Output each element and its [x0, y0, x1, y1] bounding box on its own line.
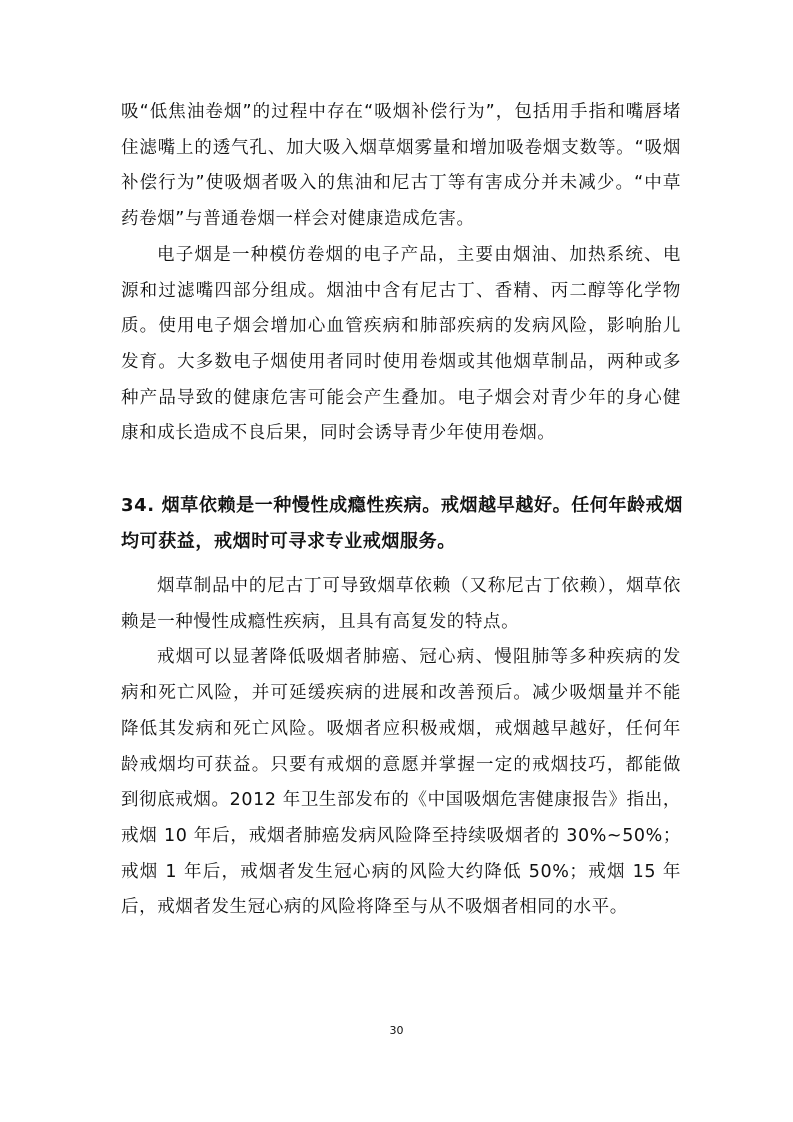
- body-section-2: [121, 569, 681, 926]
- heading-number: 34.: [121, 495, 155, 516]
- body-section-1: [121, 95, 681, 452]
- paragraph-e-cigarettes: 电子烟是一种模仿卷烟的电子产品，主要由烟油、加热系统、电源和过滤嘴四部分组成。烟油中含有尼古丁、香精、丙二醇等化学物质。使用电子烟会增加心血管疾病和肺部疾病的发病风险，影响胎儿发育。大多数电子烟使用者同时使用卷烟或其他烟草制品，两种或多种产品导致的健康危害可能会产生叠加。电子烟会对青少年的身心健康和成长造成不良后果，同时会诱导青少年使用卷烟。: [121, 244, 681, 444]
- paragraph-tobacco-dependence: 烟草制品中的尼古丁可导致烟草依赖（又称尼古丁依赖），烟草依赖是一种慢性成瘾性疾病，且具有高复发的特点。: [121, 576, 681, 632]
- paragraph-quitting-benefits: 戒烟可以显著降低吸烟者肺癌、冠心病、慢阻肺等多种疾病的发病和死亡风险，并可延缓疾病的进展和改善预后。减少吸烟量并不能降低其发病和死亡风险。吸烟者应积极戒烟，戒烟越早越好，任何年龄戒烟均可获益。只要有戒烟的意愿并掌握一定的戒烟技巧，都能做到彻底戒烟。2012 年卫生部发布的《中国吸烟危害健康报告》指出，戒烟 10 年后，戒烟者肺癌发病风险降至持续吸烟者的 30%~50%；戒烟 1 年后，戒烟者发生冠心病的风险大约降低 50%；戒烟 15 年后，戒烟者发生冠心病的风险将降至与从不吸烟者相同的水平。: [121, 647, 681, 918]
- heading-text: 烟草依赖是一种慢性成瘾性疾病。戒烟越早越好。任何年龄戒烟均可获益，戒烟时可寻求专业戒烟服务。: [121, 495, 683, 552]
- section-heading: [121, 488, 683, 560]
- paragraph-low-tar-cigarettes: 吸“低焦油卷烟”的过程中存在“吸烟补偿行为”，包括用手指和嘴唇堵住滤嘴上的透气孔、加大吸入烟草烟雾量和增加吸卷烟支数等。“吸烟补偿行为”使吸烟者吸入的焦油和尼古丁等有害成分并未减少。“中草药卷烟”与普通卷烟一样会对健康造成危害。: [121, 102, 681, 230]
- page-number: 30: [389, 1024, 404, 1037]
